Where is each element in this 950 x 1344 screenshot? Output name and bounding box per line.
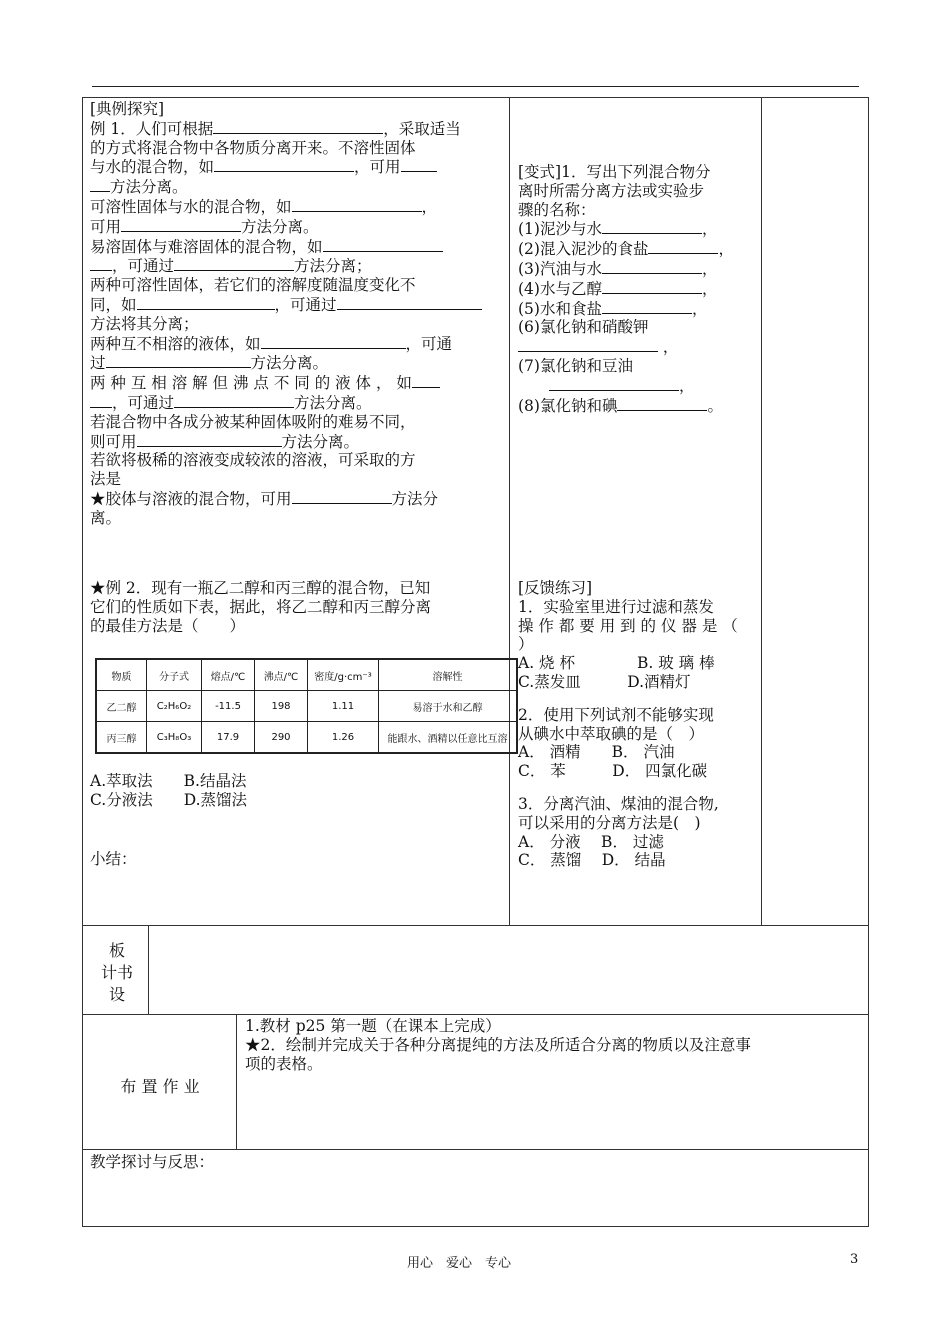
answer-blank[interactable] (602, 259, 702, 274)
text-fragment: ，可用 (354, 158, 401, 177)
left-column (90, 100, 504, 528)
text-fragment: (4)水与乙醇 (518, 279, 602, 298)
q1-line: 1．实验室里进行过滤和蒸发 (518, 597, 714, 616)
homework-divider (236, 1014, 237, 1150)
text-line (518, 182, 760, 201)
text-line (90, 470, 504, 489)
answer-blank[interactable] (648, 239, 718, 254)
answer-blank[interactable] (602, 299, 692, 314)
text-line (90, 197, 504, 217)
text-fragment: (7)氯化钠和豆油 (518, 356, 633, 375)
text-fragment: (6)氯化钠和硝酸钾 (518, 318, 649, 337)
text-line (90, 256, 504, 276)
table-border-left (82, 97, 83, 1227)
text-fragment: ，可通 (405, 334, 453, 353)
feedback-exercise (518, 579, 760, 870)
question-2 (518, 706, 760, 781)
answer-blank[interactable] (401, 157, 437, 172)
text-line (518, 376, 760, 396)
q1-line: ） (518, 635, 534, 654)
text-line (90, 353, 504, 373)
table-cell: 1.26 (308, 722, 379, 754)
page-number: 3 (850, 1252, 859, 1267)
table-row (96, 691, 517, 722)
answer-blank[interactable] (549, 376, 679, 391)
text-fragment: 方法将其分离； (90, 314, 199, 333)
example-2-line: 的最佳方法是（ ） (90, 616, 246, 635)
row-divider-2 (82, 1014, 869, 1015)
text-fragment: 两种可溶性固体，若它们的溶解度随温度变化不 (90, 276, 416, 295)
answer-blank[interactable] (323, 237, 443, 252)
text-line (518, 337, 760, 357)
homework-line: 项的表格。 (245, 1054, 323, 1073)
feedback-heading: [反馈练习] (518, 579, 593, 597)
table-border-top (82, 97, 869, 98)
text-line (90, 177, 504, 197)
text-line (90, 157, 504, 177)
text-line (518, 219, 760, 239)
homework-line: ★2．绘制并完成关于各种分离提纯的方法及所适合分离的物质以及注意事 (245, 1035, 751, 1054)
col-divider-1 (509, 97, 510, 925)
text-fragment: ，可通过 (112, 257, 175, 276)
reflection-label: 教学探讨与反思： (90, 1153, 215, 1171)
answer-blank[interactable] (213, 119, 383, 134)
text-fragment: ， (718, 240, 734, 259)
q3-line: 3．分离汽油、煤油的混合物, (518, 794, 719, 813)
q2-option: C． 苯 D． 四氯化碳 (518, 762, 708, 781)
text-fragment: 可用 (90, 217, 122, 236)
text-fragment: 方法分离。 (294, 393, 372, 412)
table-cell: 能跟水、酒精以任意比互溶 (379, 722, 518, 754)
text-line (518, 318, 760, 337)
text-fragment: ★胶体与溶液的混合物，可用 (90, 489, 292, 508)
text-line (90, 119, 504, 139)
answer-blank[interactable] (137, 432, 282, 447)
text-line (90, 217, 504, 237)
text-line (90, 393, 504, 413)
table-header-row (96, 659, 517, 691)
text-fragment: ，采取适当 (383, 119, 461, 138)
summary-label: 小结： (90, 850, 137, 868)
text-line (90, 334, 504, 354)
text-line (90, 295, 504, 315)
q1-option: A. 烧 杯 B. 玻 璃 棒 (518, 654, 715, 673)
text-fragment: 离。 (90, 508, 122, 527)
text-line (518, 279, 760, 299)
text-fragment: ， (421, 197, 438, 216)
text-fragment: 。 (707, 396, 723, 415)
text-fragment: 的方式将混合物中各物质分离开来。不溶性固体 (90, 138, 416, 157)
text-line (518, 163, 760, 182)
homework-label: 布 置 作 业 (120, 1077, 200, 1096)
table-border-right (868, 97, 869, 1227)
text-line (518, 201, 760, 220)
table-border-bottom (82, 1226, 869, 1227)
q2-line: 从碘水中萃取碘的是（ ） (518, 724, 705, 743)
text-fragment: (3)汽油与水 (518, 259, 602, 278)
board-divider (148, 925, 149, 1015)
table-cell: 丙三醇 (96, 722, 147, 754)
answer-blank[interactable] (174, 393, 294, 408)
answer-blank[interactable] (412, 373, 440, 388)
text-fragment: (2)混入泥沙的食盐 (518, 240, 649, 259)
text-fragment (518, 377, 549, 395)
answer-blank[interactable] (617, 396, 707, 411)
text-fragment: (1)泥沙与水 (518, 220, 602, 239)
text-line (90, 451, 504, 470)
text-fragment: ， (658, 338, 679, 357)
text-fragment: [变式]1．写出下列混合物分 (518, 163, 711, 181)
text-line (90, 509, 504, 528)
answer-blank[interactable] (90, 393, 112, 408)
q1-line: 操 作 都 要 用 到 的 仪 器 是 （ (518, 616, 738, 635)
q3-option: C． 蒸馏 D． 结晶 (518, 851, 666, 870)
text-line (90, 432, 504, 452)
text-fragment: 骤的名称： (518, 200, 596, 219)
text-fragment: 过 (90, 354, 106, 373)
homework-line: 1.教材 p25 第一题（在课本上完成） (245, 1017, 501, 1035)
table-cell: 物质 (96, 659, 147, 691)
table-cell: 沸点/℃ (255, 659, 308, 691)
text-fragment: 若混合物中各成分被某种固体吸附的难易不同， (90, 412, 416, 431)
text-fragment: 同，如 (90, 295, 137, 314)
text-fragment: (5)水和食盐 (518, 299, 602, 318)
board-label-line: 设 (108, 985, 125, 1004)
text-line (90, 237, 504, 257)
text-fragment: 若欲将极稀的溶液变成较浓的溶液，可采取的方 (90, 451, 416, 470)
table-cell: 溶解性 (379, 659, 518, 691)
text-line (90, 413, 504, 432)
footer-motto: 用心 爱心 专心 (407, 1256, 512, 1271)
col-divider-2 (761, 97, 762, 925)
text-fragment: 两种互不相溶的液体，如 (90, 334, 261, 353)
text-fragment: 易溶固体与难溶固体的混合物，如 (90, 237, 323, 256)
answer-blank[interactable] (292, 197, 422, 212)
text-fragment: ， (701, 279, 718, 298)
table-cell: 熔点/℃ (202, 659, 255, 691)
text-fragment: 方法分离。 (281, 432, 360, 451)
text-fragment: 可溶性固体与水的混合物，如 (90, 197, 292, 216)
text-fragment: 方法分离。 (250, 354, 329, 373)
example-2 (90, 579, 504, 635)
question-1 (518, 598, 760, 692)
q1-option: C.蒸发皿 D.酒精灯 (518, 672, 691, 691)
text-fragment: 离时所需分离方法或实验步 (518, 181, 705, 200)
table-cell: 分子式 (147, 659, 202, 691)
table-cell: 198 (255, 691, 308, 722)
text-line (90, 139, 504, 158)
text-fragment: 方法分 (391, 489, 439, 508)
option-line: C.分液法 D.蒸馏法 (90, 790, 248, 809)
board-label-line: 计书 (100, 963, 133, 982)
text-line (90, 489, 504, 509)
answer-blank[interactable] (90, 177, 110, 192)
table-cell: 乙二醇 (96, 691, 147, 722)
text-line (518, 239, 760, 259)
table-cell: C₃H₈O₃ (147, 722, 202, 754)
header-rule (92, 86, 859, 87)
properties-table (95, 658, 518, 754)
answer-blank[interactable] (106, 353, 251, 368)
text-fragment: 与水的混合物，如 (90, 158, 215, 177)
q2-option: A． 酒精 B． 汽油 (518, 743, 675, 762)
text-fragment: 例 1．人们可根据 (90, 119, 214, 138)
q3-option: A． 分液 B． 过滤 (518, 832, 664, 851)
example-1 (90, 119, 504, 528)
text-fragment: ，可通过 (274, 295, 337, 314)
text-fragment: 方法分离； (294, 257, 372, 276)
answer-blank[interactable] (137, 295, 275, 310)
text-fragment: ， (701, 220, 718, 239)
text-fragment: 两 种 互 相 溶 解 但 沸 点 不 同 的 液 体 ， 如 (90, 374, 412, 393)
answer-blank[interactable] (174, 256, 294, 271)
example-2-line: ★例 2．现有一瓶乙二醇和丙三醇的混合物，已知 (90, 579, 431, 597)
text-line (90, 373, 504, 393)
answer-blank[interactable] (261, 334, 406, 349)
text-line (90, 315, 504, 334)
text-line (518, 259, 760, 279)
q2-line: 2．使用下列试剂不能够实现 (518, 705, 714, 724)
homework-content (245, 1017, 865, 1073)
text-fragment: 方法分离。 (241, 217, 319, 236)
row-divider-1 (82, 925, 869, 926)
text-fragment: (8)氯化钠和碘 (518, 396, 618, 415)
properties-table-wrap (95, 658, 518, 754)
answer-blank[interactable] (337, 295, 482, 310)
text-line (518, 357, 760, 376)
answer-blank[interactable] (518, 337, 658, 352)
answer-blank[interactable] (214, 157, 354, 172)
table-cell: C₂H₆O₂ (147, 691, 202, 722)
answer-blank[interactable] (121, 217, 241, 232)
table-cell: 密度/g·cm⁻³ (308, 659, 379, 691)
question-3 (518, 795, 760, 870)
text-fragment: 方法分离。 (110, 178, 188, 197)
text-line (90, 276, 504, 295)
q3-line: 可以采用的分离方法是( ) (518, 813, 701, 832)
option-line: A.萃取法 B.结晶法 (90, 772, 247, 790)
text-fragment: ，可通过 (112, 393, 175, 412)
answer-blank[interactable] (90, 256, 112, 271)
text-fragment: 法是 (90, 470, 122, 489)
example-2-line: 它们的性质如下表，据此，将乙二醇和丙三醇分离 (90, 597, 432, 616)
answer-blank[interactable] (602, 279, 702, 294)
answer-blank[interactable] (602, 219, 702, 234)
text-line (518, 299, 760, 319)
table-cell: 1.11 (308, 691, 379, 722)
table-cell: 易溶于水和乙醇 (379, 691, 518, 722)
table-row (96, 722, 517, 754)
text-fragment: ， (691, 299, 708, 318)
answer-blank[interactable] (292, 489, 392, 504)
table-cell: 17.9 (202, 722, 255, 754)
text-line (518, 396, 760, 416)
text-fragment: 则可用 (90, 432, 137, 451)
table-cell: 290 (255, 722, 308, 754)
table-cell: -11.5 (202, 691, 255, 722)
example-2-options (90, 772, 247, 810)
example-heading: [典例探究] (90, 100, 165, 118)
row-divider-3 (82, 1149, 869, 1150)
board-label-line: 板 (108, 941, 125, 960)
text-fragment: ， (679, 376, 695, 395)
text-fragment: ， (701, 259, 718, 278)
variant-exercise (518, 163, 760, 415)
board-design-label (90, 940, 144, 1006)
